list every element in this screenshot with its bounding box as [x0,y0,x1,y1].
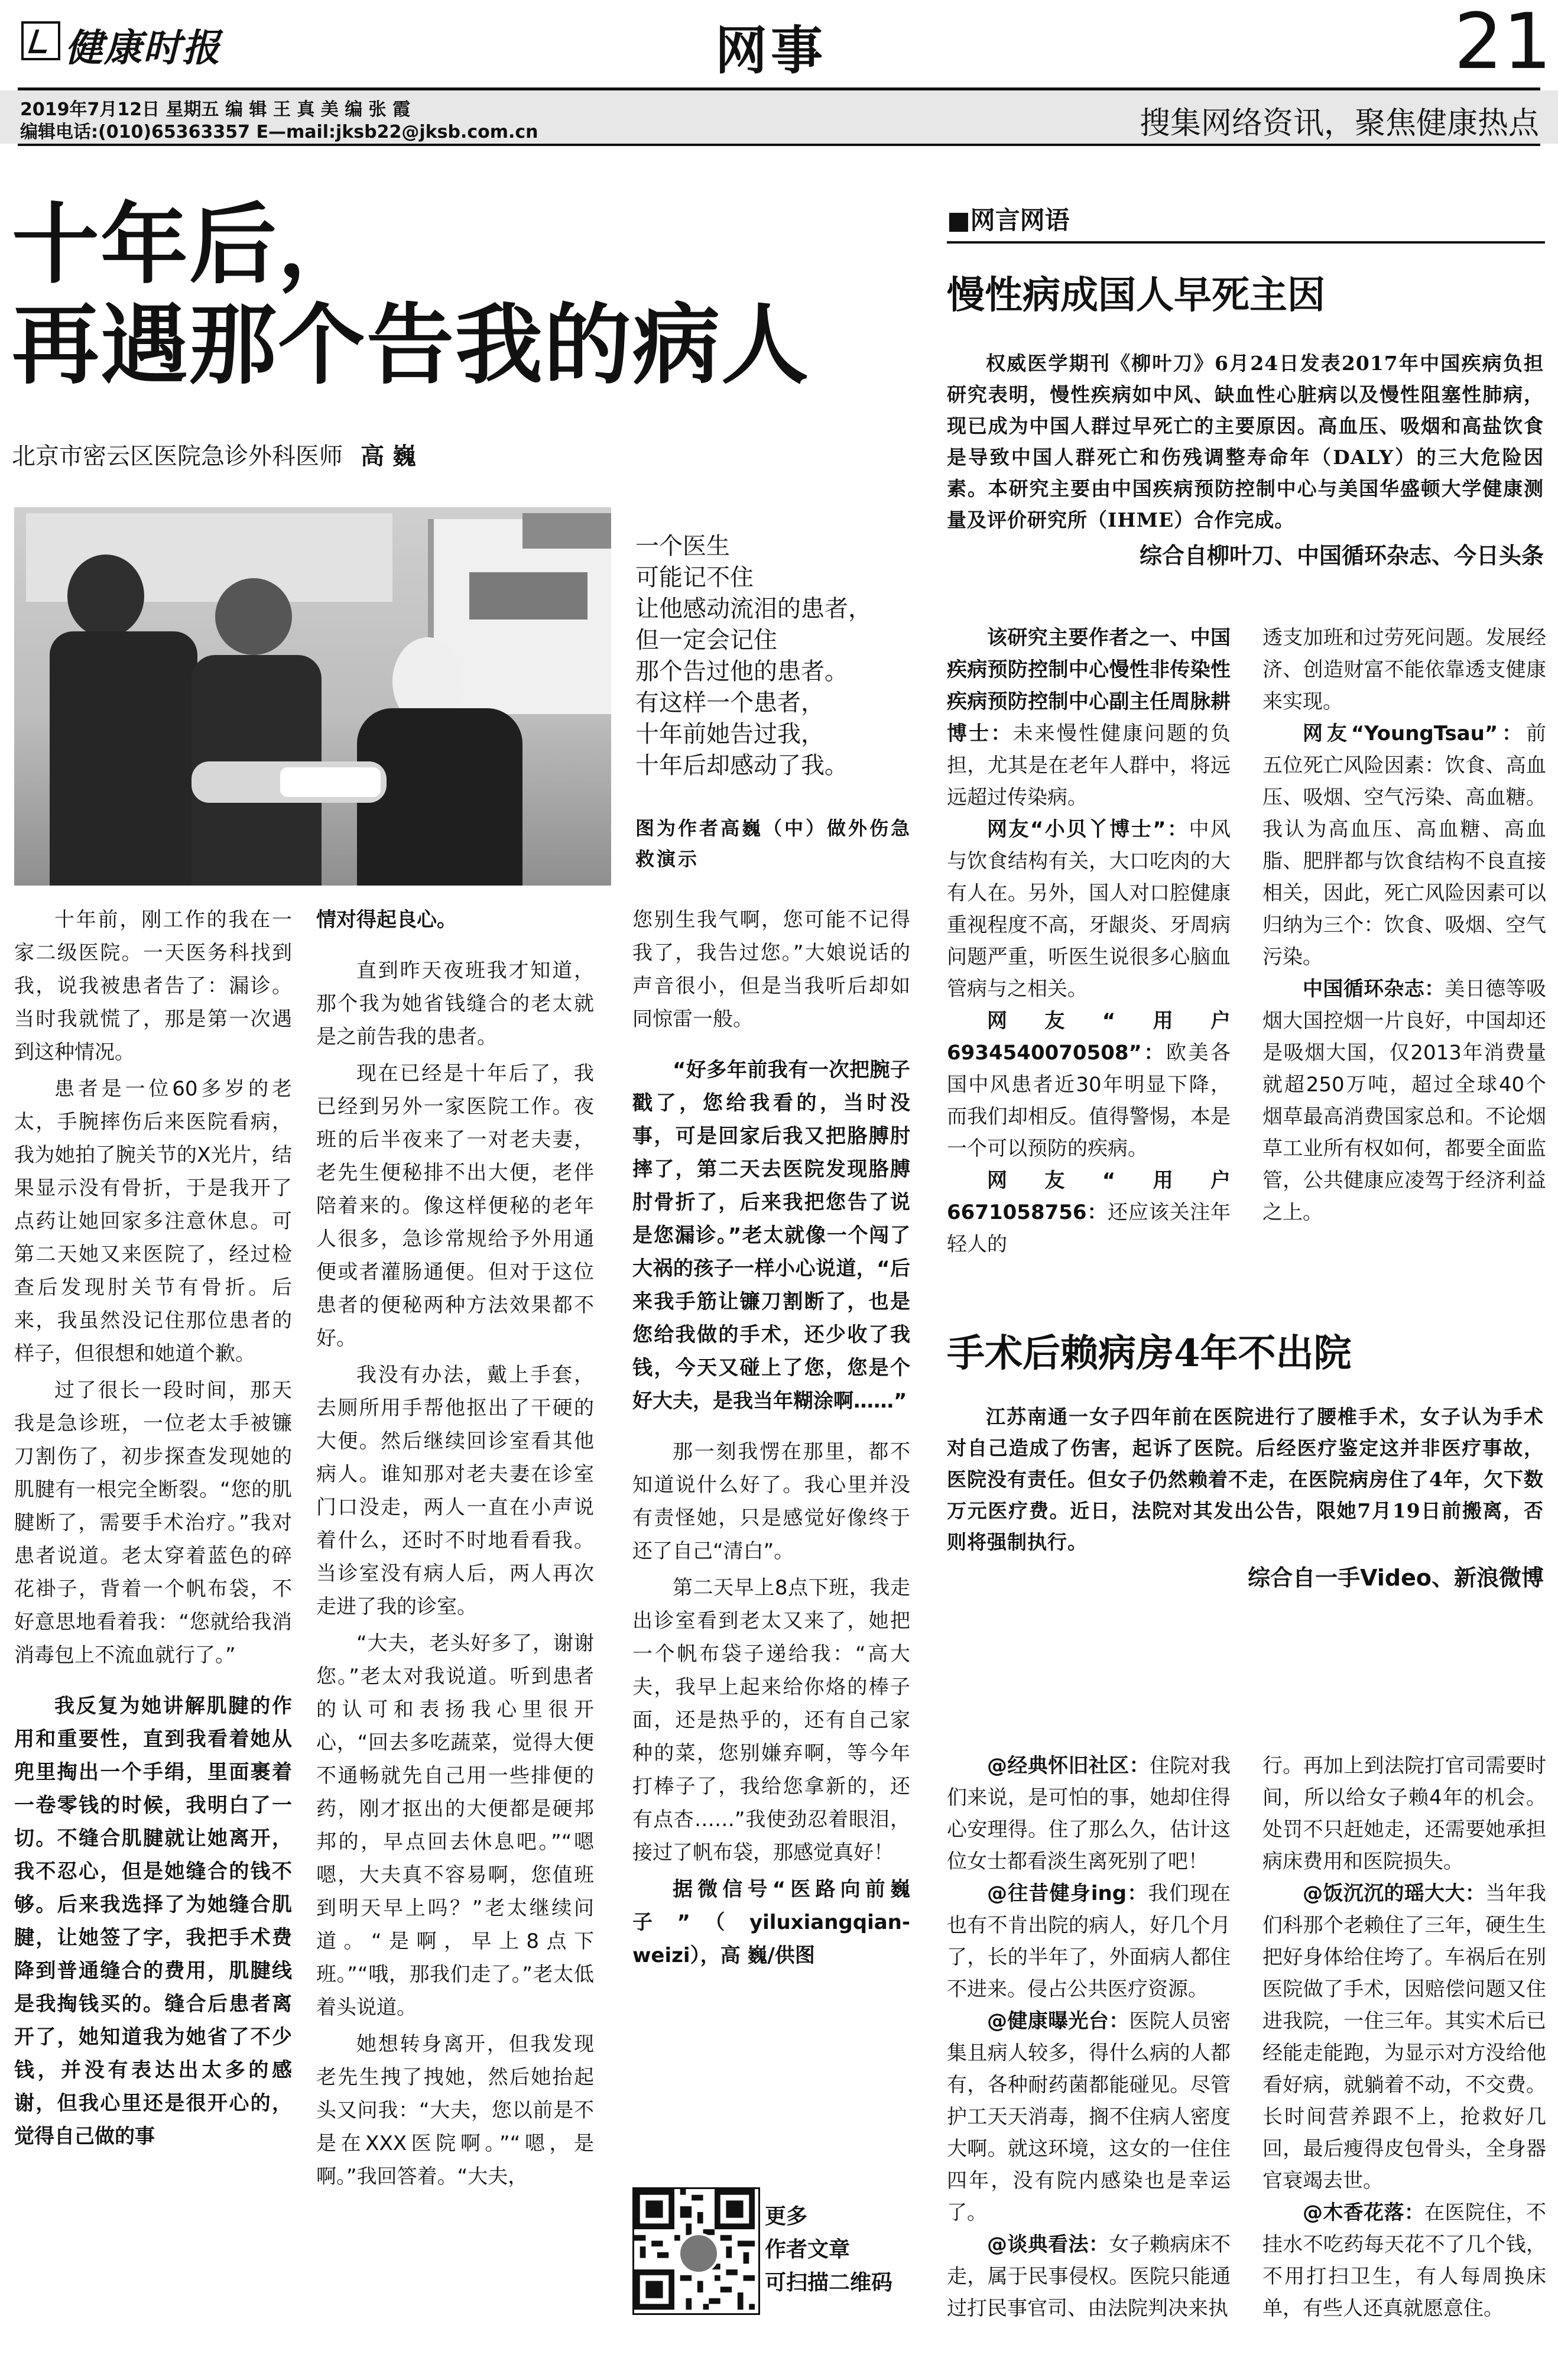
comment [947,1005,1231,1165]
comment [947,2005,1231,2229]
comment [1262,973,1546,1228]
comment [1262,718,1546,973]
article-photo [14,507,611,886]
story-title-chronic-disease: 慢性病成国人早死主因 [947,273,1325,317]
comment-author: 网友“小贝丫博士”： [987,818,1189,841]
header-rule-bottom [18,144,1540,146]
article-paragraph: 她想转身离开，但我发现老先生拽了拽她，然后她抬起头又问我：“大夫，您以前是不是在XXX医院啊。”“嗯，是啊。”我回答着。“大夫， [316,2032,594,2188]
article-column-2 [316,903,594,2197]
contact-line: 编辑电话:(010)65363357 E—mail:jksb22@jksb.com.cn [20,122,538,142]
qr-caption [765,2200,918,2300]
comment-text: 欧美各国中风患者近30年明显下降，而我们却相反。值得警惕，本是一个可以预防的疾病。 [947,1041,1231,1160]
qr-caption-line: 作者文章 [765,2238,851,2262]
comment-author: 中国循环杂志： [1303,977,1445,1001]
article-column-3 [632,903,910,1976]
article-paragraph: “大夫，老头好多了，谢谢您。”老太对我说道。听到患者的认可和表扬我心里很开心，“回去多吃蔬菜，觉得大便不通畅就先自己用一些排便的药，刚才抠出的大便都是硬邦邦的，早点回去休息吧。”“嗯嗯，大夫真不容易啊，您值班到明天早上吗？”老太继续问道。“是啊，早上8点下班。”“哦，那我们走了。”老太低着头说道。 [316,1632,594,2019]
comment-author: 网友“用户6671058756： [947,1169,1231,1224]
poem-line: 但一定会记住 [635,627,777,654]
poem-line: 十年前她告过我， [635,721,825,748]
comment-text: 美日德等吸烟大国控烟一片良好，中国却还是吸烟大国，仅2013年消费量就超250万吨，超过全球40个烟草最高消费国家总和。不论烟草工业所有权如何，都要全面监管，公共健康应凌驾于经济利益之上。 [1262,977,1547,1224]
qr-code-icon[interactable] [632,2187,760,2315]
article-paragraph: 患者是一位60多岁的老太，手腕摔伤后来医院看病，我为她拍了腕关节的X光片，结果显示没有骨折，于是我开了点药让她回家多注意休息。可第二天她又来医院了，经过检查后发现肘关节有骨折。后来，我虽然没记住那位患者的样子，但很想和她道个歉。 [14,1077,292,1366]
story-intro-text: 江苏南通一女子四年前在医院进行了腰椎手术，女子认为手术对自己造成了伤害，起诉了医院。后经医疗鉴定这并非医疗事故，医院没有责任。但女子仍然赖着不走，在医院病房住了4年，欠下数万元医疗费。近日，法院对其发出公告，限她7月19日前搬离，否则将强制执行。 [947,1405,1544,1554]
story-source: 综合自柳叶刀、中国循环杂志、今日头条 [1139,543,1544,569]
comment-author: @经典怀旧社区： [987,1754,1150,1778]
article-paragraph: 第二天早上8点下班，我走出诊室看到老太又来了，她把一个帆布袋子递给我：“高大夫，我早上起来给你烙的棒子面，还是热乎的，还有自己家种的菜，您别嫌弃啊，等今年打棒子了，我给您拿新的，还有点杏……”我使劲忍着眼泪，接过了帆布袋，那感觉真好！ [632,1576,910,1865]
poem-line: 一个医生 [635,533,730,560]
comments-column [947,1750,1231,2324]
comment-text: 住院对我们来说，是可怕的事，她却住得心安理得。住了那么久，估计这位女士都看淡生离死别了吧！ [947,1754,1231,1873]
comment-text: 透支加班和过劳死问题。发展经济、创造财富不能依靠透支健康来实现。 [1262,626,1546,714]
newspaper-name: 健康时报 [65,26,221,70]
story-title-hospital-stay: 手术后赖病房4年不出院 [947,1331,1352,1376]
article-column-1 [14,903,292,2157]
headline-line-2: 再遇那个告我的病人 [12,293,810,396]
column-tag: ■网言网语 [947,206,1070,235]
article-paragraph: 十年前，刚工作的我在一家二级医院。一天医务科找到我，说我被患者告了：漏诊。当时我就慌了，那是第一次遇到这种情况。 [14,908,292,1064]
article-paragraph: 那一刻我愣在那里，都不知道说什么好了。我心里并没有责怪她，只是感觉好像终于还了自己“清白”。 [632,1440,910,1563]
comment-author: 网友“YoungTsau”： [1303,722,1526,745]
story-intro-text: 权威医学期刊《柳叶刀》6月24日发表2017年中国疾病负担研究表明，慢性疾病如中风、缺血性心脏病以及慢性阻塞性肺病，现已成为中国人群过早死亡的主要原因。高血压、吸烟和高盐饮食是导致中国人群死亡和伤残调整寿命年（DALY）的三大危险因素。本研究主要由中国疾病预防控制中心与美国华盛顿大学健康测量及评价研究所（IHME）合作完成。 [947,352,1544,531]
comment [1262,2197,1546,2324]
article-paragraph: 我没有办法，戴上手套，去厕所用手帮他抠出了干硬的大便。然后继续回诊室看其他病人。谁知那对老夫妻在诊室门口没走，两人一直在小声说着什么，还时不时地看看我。当诊室没有病人后，两人再次走进了我的诊室。 [316,1363,594,1619]
article-source: 据微信号“医路向前巍子”（yiluxiangqian-weizi），高 巍/供图 [632,1878,910,1967]
article-paragraph: 过了很长一段时间，那天我是急诊班，一位老太手被镰刀割伤了，初步探查发现她的肌腱有一根完全断裂。“您的肌腱断了，需要手术治疗。”我对患者说道。老太穿着蓝色的碎花褂子，背着一个帆布袋，不好意思地看着我：“您就给我消消毒包上不流血就行了。” [14,1379,292,1667]
byline [12,437,416,471]
comment-text: 在医院住，不挂水不吃药每天花不了几个钱，不用打扫卫生，有人每周换床单，有些人还真就愿意住。 [1262,2201,1547,2320]
comment [947,1165,1231,1260]
article-paragraph: 您别生我气啊，您可能不记得我了，我告过您。”大娘说话的声音很小，但是当我听后却如同惊雷一般。 [632,908,910,1031]
comment [1262,1878,1546,2197]
comment-author: @谈典看法： [987,2233,1109,2256]
comment-text: 行。再加上到法院打官司需要时间，所以给女子赖4年的机会。处罚不只赶她走，还需要她承担病床费用和医院损失。 [1262,1754,1546,1873]
comment [947,813,1231,1005]
comment-author: @木香花落： [1303,2201,1425,2225]
poem-line: 十年后却感动了我。 [635,752,848,779]
photo-caption: 图为作者高巍（中）做外伤急救演示 [635,817,913,870]
article-poem [635,531,931,782]
comment-text: 中风与饮食结构有关，大口吃肉的大有人在。另外，国人对口腔健康重视程度不高，牙龈炎、牙周病问题严重，听医生说很多心脑血管病与之相关。 [947,818,1231,1001]
page-number: 21 [1454,0,1552,86]
comments-column [1262,1750,1546,2324]
section-name: 网事 [715,20,827,81]
article-paragraph: “好多年前我有一次把腕子戳了，您给我看的，当时没事，可是回家后我又把胳膊肘摔了，第二天去医院发现胳膊肘骨折了，后来我把您告了说是您漏诊。”老太就像一个闯了大祸的孩子一样小心说道，“后来我手筋让镰刀割断了，也是您给我做的手术，还少收了我钱，今天又碰上了您，您是个好大夫，是我当年糊涂啊……” [632,1058,910,1413]
newspaper-logo-icon [21,21,60,60]
comments-column [947,622,1231,1260]
comment [947,1750,1231,1878]
poem-line: 让他感动流泪的患者， [635,595,872,622]
article-paragraph: 现在已经是十年后了，我已经到另外一家医院工作。夜班的后半夜来了一对老夫妻，老先生便秘排不出大便，老伴陪着来的。像这样便秘的老年人很多，急诊常规给予外用通便或者灌肠通便。但对于这位患者的便秘两种方法效果都不好。 [316,1062,594,1350]
comment-text: 我们现在也有不肯出院的病人，好几个月了，长的半年了，外面病人都住不进来。侵占公共医疗资源。 [947,1882,1231,2001]
comment-text: 女子赖病床不走，属于民事侵权。医院只能通过打民事官司、由法院判决来执 [947,2233,1231,2320]
comment-text: 前五位死亡风险因素：饮食、高血压、吸烟、空气污染、高血糖。我认为高血压、高血糖、高血脂、肥胖都与饮食结构不良直接相关，因此，死亡风险因素可以归纳为三个：饮食、吸烟、空气污染。 [1262,722,1546,969]
byline-author: 高 巍 [361,443,416,470]
comment-text: 未来慢性健康问题的负担，尤其是在老年人群中，将远远超过传染病。 [947,722,1231,809]
main-headline [12,194,934,395]
comment-text: 还应该关注年轻人的 [947,1201,1231,1256]
comment [947,622,1231,813]
article-paragraph: 直到昨天夜班我才知道，那个我为她省钱缝合的老太就是之前告我的患者。 [316,959,594,1049]
comment-text: 医院人员密集且病人较多，得什么病的人都有，各种耐药菌都能碰见。尽管护工天天消毒，搁不住病人密度大啊。就这环境，这女的一住住四年，没有院内感染也是幸运了。 [947,2009,1231,2225]
comment [1262,622,1546,718]
article-paragraph: 情对得起良心。 [316,908,457,932]
comment [947,2229,1231,2324]
comment [1262,1750,1546,1878]
comment-author: @饭沉沉的瑶大大： [1303,1882,1486,1905]
comment-author: @健康曝光台： [987,2009,1129,2033]
story-intro [947,1401,1544,1594]
page-slogan: 搜集网络资讯，聚焦健康热点 [1139,106,1539,141]
byline-affiliation: 北京市密云区医院急诊外科医师 [12,443,343,470]
author-avatar [678,2233,719,2274]
headline-line-1: 十年后， [12,193,366,296]
column-rule [947,241,1545,244]
date-line: 2019年7月12日 星期五 编 辑 王 真 美 编 张 霞 [20,99,411,120]
story-intro [947,348,1544,572]
article-paragraph: 我反复为她讲解肌腱的作用和重要性，直到我看着她从兜里掏出一个手绢，里面裹着一卷零钱的时候，我明白了一切。不缝合肌腱就让她离开，我不忍心，但是她缝合的钱不够。后来我选择了为她缝合肌腱，让她签了字，我把手术费降到普通缝合的费用，肌腱线是我掏钱买的。缝合后患者离开了，她知道我为她省了不少钱，并没有表达出太多的感谢，但我心里还是很开心的，觉得自己做的事 [14,1694,292,2148]
qr-caption-line: 可扫描二维码 [765,2271,893,2295]
comment-text: 当年我们科那个老赖住了三年，硬生生把好身体给住垮了。车祸后在别医院做了手术，因赔偿问题又住进我院，一住三年。其实术后已经能走能跑，为显示对方没给他看好病，就躺着不动，不交费。长时间营养跟不上，抢救好几回，最后瘦得皮包骨头，全身器官衰竭去世。 [1262,1882,1547,2193]
story-source: 综合自一手Video、新浪微博 [1248,1565,1544,1591]
poem-line: 那个告过他的患者。 [635,658,848,685]
comment-author: 网友“用户6934540070508”： [947,1009,1231,1065]
qr-caption-line: 更多 [765,2204,808,2229]
comment-author: @往昔健身ing： [987,1882,1148,1905]
comments-column [1262,622,1546,1228]
comment-author: 该研究主要作者之一、中国疾病预防控制中心慢性非传染性疾病预防控制中心副主任周脉耕博士： [947,626,1231,745]
comment [947,1878,1231,2005]
poem-line: 可能记不住 [635,564,754,591]
poem-line: 有这样一个患者， [635,689,825,716]
